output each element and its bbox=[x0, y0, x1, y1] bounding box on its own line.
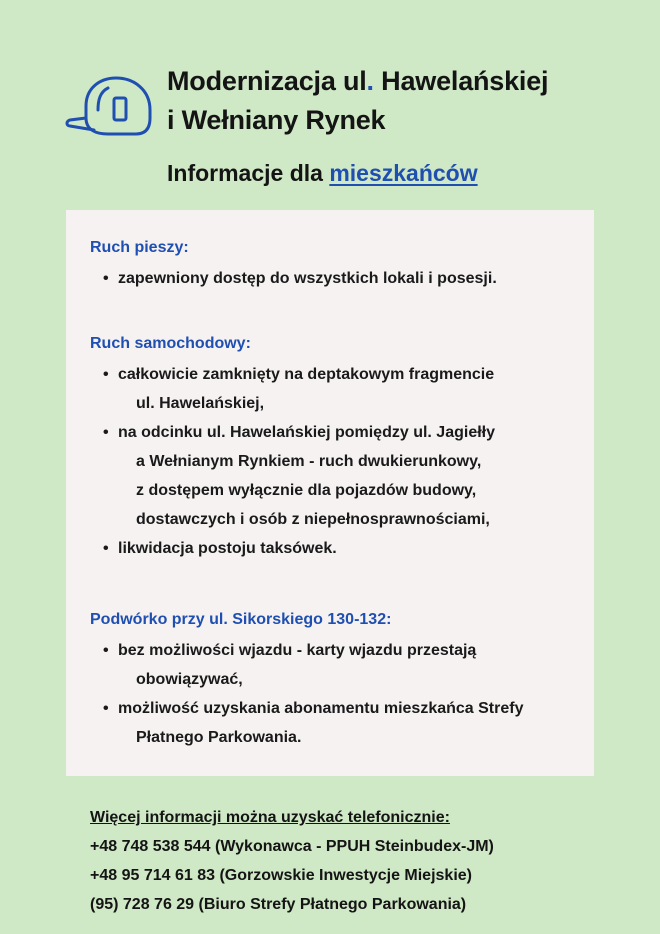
section-pedestrian bbox=[90, 238, 590, 293]
list-item-continuation: ul. Hawelańskiej, bbox=[136, 395, 265, 412]
section-heading: Ruch samochodowy: bbox=[90, 335, 251, 352]
title-part: Modernizacja ul bbox=[167, 66, 367, 96]
hard-hat-icon bbox=[64, 70, 154, 140]
bullet-list bbox=[90, 360, 590, 563]
contact-heading: Więcej informacji można uzyskać telefonicznie: bbox=[90, 809, 450, 826]
subtitle-text: Informacje dla bbox=[167, 160, 330, 186]
list-item-continuation: z dostępem wyłącznie dla pojazdów budowy, bbox=[136, 482, 477, 499]
residents-link[interactable]: mieszkańców bbox=[329, 160, 478, 186]
header bbox=[64, 60, 624, 150]
list-item: • na odcinku ul. Hawelańskiej pomiędzy ul. Jagiełły bbox=[90, 418, 590, 447]
section-heading: Podwórko przy ul. Sikorskiego 130-132: bbox=[90, 611, 392, 628]
list-item-continuation: a Wełnianym Rynkiem - ruch dwukierunkowy, bbox=[136, 453, 482, 470]
list-item: • zapewniony dostęp do wszystkich lokali i posesji. bbox=[90, 264, 590, 293]
info-card bbox=[66, 210, 594, 776]
contact-footer bbox=[90, 803, 610, 919]
page-title bbox=[167, 62, 548, 140]
title-line-2: i Wełniany Rynek bbox=[167, 105, 386, 135]
phone-line: +48 95 714 61 83 (Gorzowskie Inwestycje Miejskie) bbox=[90, 867, 472, 884]
title-dot: . bbox=[366, 66, 374, 96]
section-vehicle bbox=[90, 334, 590, 563]
list-item-continuation: obowiązywać, bbox=[136, 671, 243, 688]
title-part: Hawelańskiej bbox=[373, 66, 549, 96]
list-item: • bez możliwości wjazdu - karty wjazdu przestają bbox=[90, 636, 590, 665]
bullet-list bbox=[90, 636, 590, 752]
list-item: • całkowicie zamknięty na deptakowym fragmencie bbox=[90, 360, 590, 389]
section-courtyard bbox=[90, 610, 590, 752]
subtitle bbox=[167, 157, 478, 189]
section-heading: Ruch pieszy: bbox=[90, 239, 189, 256]
list-item: • możliwość uzyskania abonamentu mieszkańca Strefy bbox=[90, 694, 590, 723]
phone-line: (95) 728 76 29 (Biuro Strefy Płatnego Parkowania) bbox=[90, 896, 467, 913]
list-item: • likwidacja postoju taksówek. bbox=[90, 534, 590, 563]
bullet-list bbox=[90, 264, 590, 293]
phone-line: +48 748 538 544 (Wykonawca - PPUH Steinbudex-JM) bbox=[90, 838, 494, 855]
title-line-1 bbox=[167, 62, 548, 101]
list-item-continuation: dostawczych i osób z niepełnosprawnościami, bbox=[136, 511, 490, 528]
list-item-continuation: Płatnego Parkowania. bbox=[136, 729, 302, 746]
